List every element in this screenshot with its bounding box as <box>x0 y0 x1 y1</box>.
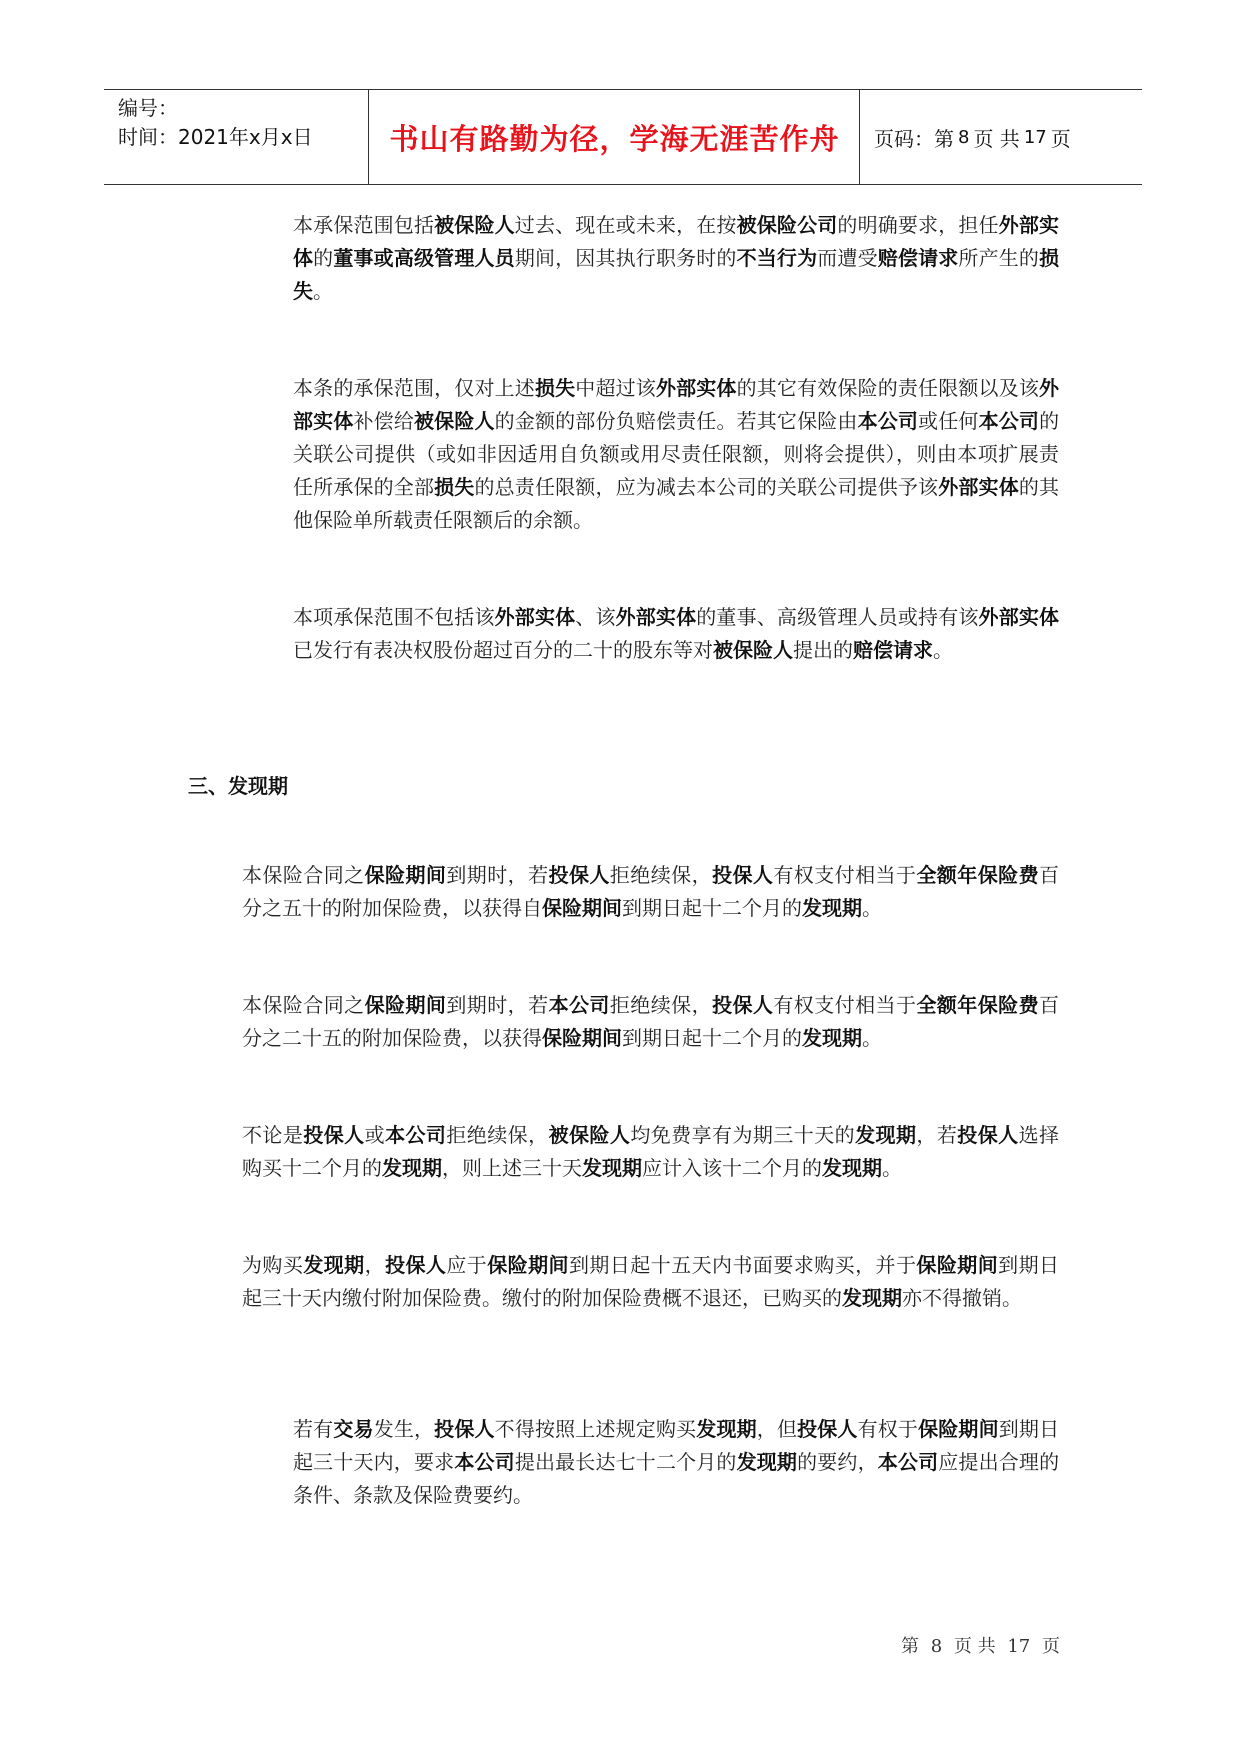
header-meta <box>118 94 368 152</box>
page-current: 8 <box>958 126 970 148</box>
header-slogan: 书山有路勤为径，学海无涯苦作舟 <box>389 121 840 156</box>
serial-number-label: 编号： <box>118 96 178 120</box>
footer-prefix: 第 <box>900 1636 919 1657</box>
page-prefix: 页码：第 <box>874 126 954 151</box>
page-footer <box>900 1632 1060 1658</box>
paragraph-transaction-case: 若有交易发生，投保人不得按照上述规定购买发现期，但投保人有权于保险期间到期日起三十天内，要求本公司提出最长达七十二个月的发现期的要约，本公司应提出合理的条件、条款及保险费要约。 <box>293 1417 1060 1507</box>
paragraph-free-discovery-period: 不论是投保人或本公司拒绝续保，被保险人均免费享有为期三十天的发现期，若投保人选择购买十二个月的发现期，则上述三十天发现期应计入该十二个月的发现期。 <box>242 1123 1060 1180</box>
page-middle: 页 共 <box>973 126 1020 151</box>
header-divider-left <box>368 90 369 184</box>
header-page-number <box>874 90 1071 184</box>
footer-current-page: 8 <box>930 1636 943 1657</box>
header-divider-right <box>859 90 860 184</box>
page-header <box>104 89 1142 185</box>
paragraph-exclusions: 本项承保范围不包括该外部实体、该外部实体的董事、高级管理人员或持有该外部实体已发行有表决权股份超过百分的二十的股东等对被保险人提出的赔偿请求。 <box>293 605 1060 662</box>
paragraph-policyholder-refusal: 本保险合同之保险期间到期时，若投保人拒绝续保，投保人有权支付相当于全额年保险费百分之五十的附加保险费，以获得自保险期间到期日起十二个月的发现期。 <box>242 863 1060 920</box>
paragraph-excess-liability: 本条的承保范围，仅对上述损失中超过该外部实体的其它有效保险的责任限额以及该外部实体补偿给被保险人的金额的部份负赔偿责任。若其它保险由本公司或任何本公司的关联公司提供（或如非因适用自负额或用尽责任限额，则将会提供），则由本项扩展责任所承保的全部损失的总责任限额，应为减去本公司的关联公司提供予该外部实体的其他保险单所载责任限额后的余额。 <box>293 376 1060 532</box>
footer-suffix: 页 <box>1042 1636 1060 1657</box>
footer-middle: 页 共 <box>953 1636 996 1657</box>
paragraph-insurer-refusal: 本保险合同之保险期间到期时，若本公司拒绝续保，投保人有权支付相当于全额年保险费百分之二十五的附加保险费，以获得保险期间到期日起十二个月的发现期。 <box>242 993 1060 1050</box>
footer-total-pages: 17 <box>1007 1636 1031 1657</box>
date-label: 时间：2021年x月x日 <box>118 125 313 149</box>
page-suffix: 页 <box>1050 126 1071 151</box>
paragraph-coverage-scope: 本承保范围包括被保险人过去、现在或未来，在按被保险公司的明确要求，担任外部实体的董事或高级管理人员期间，因其执行职务时的不当行为而遭受赔偿请求所产生的损失。 <box>293 213 1060 303</box>
paragraph-purchase-procedure: 为购买发现期，投保人应于保险期间到期日起十五天内书面要求购买，并于保险期间到期日起三十天内缴付附加保险费。缴付的附加保险费概不退还，已购买的发现期亦不得撤销。 <box>242 1253 1060 1310</box>
section-heading-discovery-period: 三、发现期 <box>188 774 288 798</box>
page-total: 17 <box>1023 126 1047 148</box>
